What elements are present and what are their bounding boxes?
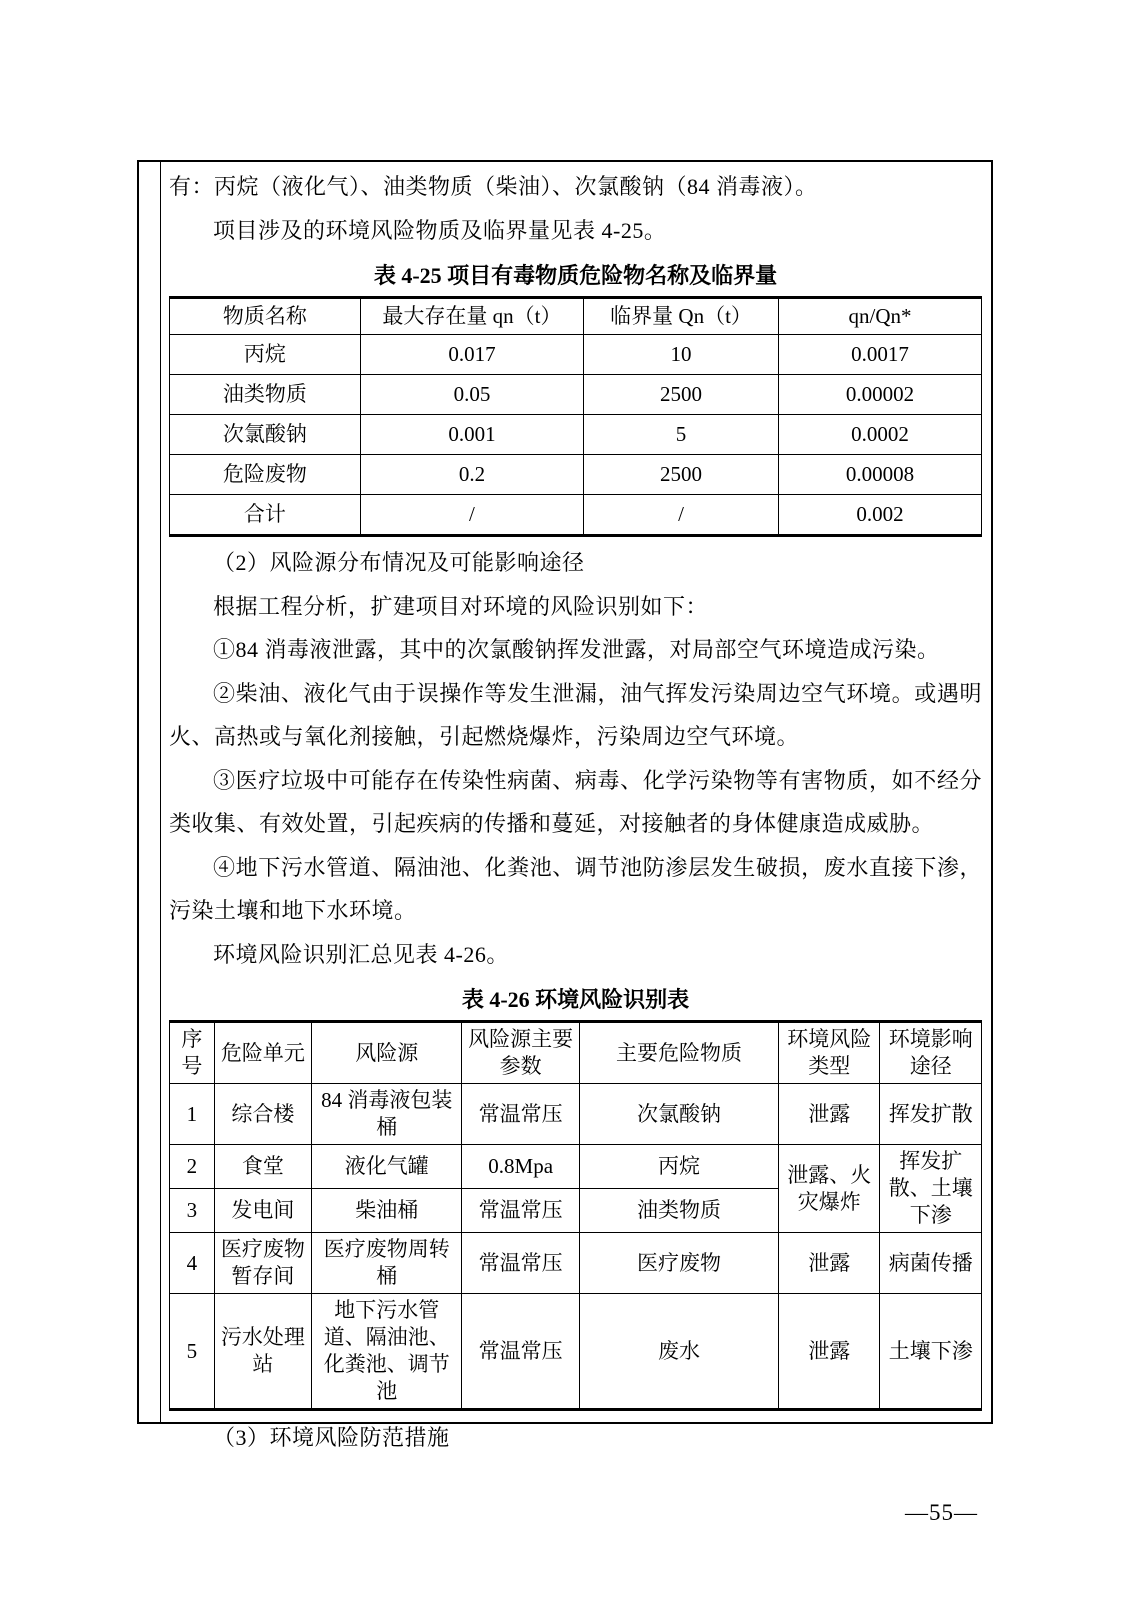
cell: 1 bbox=[170, 1084, 215, 1145]
cell: 丙烷 bbox=[580, 1145, 779, 1189]
cell-merged-risk-type: 泄露、火灾爆炸 bbox=[778, 1145, 880, 1233]
cell: 地下污水管道、隔油池、化粪池、调节池 bbox=[312, 1294, 462, 1410]
cell: 常温常压 bbox=[462, 1189, 580, 1233]
cell: 10 bbox=[584, 335, 779, 375]
cell: 常温常压 bbox=[462, 1233, 580, 1294]
cell-merged-pathway: 挥发扩散、土壤下渗 bbox=[880, 1145, 982, 1233]
header-cell-critical-quantity: 临界量 Qn（t） bbox=[584, 298, 779, 335]
cell: 发电间 bbox=[214, 1189, 311, 1233]
paragraph-risk-2: ②柴油、液化气由于误操作等发生泄漏，油气挥发污染周边空气环境。或遇明火、高热或与氧化剂接触，引起燃烧爆炸，污染周边空气环境。 bbox=[169, 680, 982, 749]
table-row bbox=[170, 375, 982, 415]
paragraph-risk-4: ④地下污水管道、隔油池、化粪池、调节池防渗层发生破损，废水直接下渗，污染土壤和地下水环境。 bbox=[169, 854, 982, 923]
cell: 2500 bbox=[584, 455, 779, 495]
cell: 医疗废物 bbox=[580, 1233, 779, 1294]
cell: 3 bbox=[170, 1189, 215, 1233]
cell: 土壤下渗 bbox=[880, 1294, 982, 1410]
paragraph-table-426-ref: 环境风险识别汇总见表 4-26。 bbox=[213, 941, 509, 967]
header-cell-main-substance: 主要危险物质 bbox=[580, 1022, 779, 1084]
table-row bbox=[170, 415, 982, 455]
paragraph-risk-3: ③医疗垃圾中可能存在传染性病菌、病毒、化学污染物等有害物质，如不经分类收集、有效处置，引起疾病的传播和蔓延，对接触者的身体健康造成威胁。 bbox=[169, 767, 982, 836]
cell: 次氯酸钠 bbox=[170, 415, 361, 455]
header-cell-substance-name: 物质名称 bbox=[170, 298, 361, 335]
cell: / bbox=[584, 495, 779, 536]
content-area bbox=[161, 162, 991, 1450]
paragraph-risk-1: ①84 消毒液泄露，其中的次氯酸钠挥发泄露，对局部空气环境造成污染。 bbox=[213, 637, 940, 662]
paragraph-prevention-heading: （3）环境风险防范措施 bbox=[213, 1425, 450, 1450]
header-cell-risk-type: 环境风险类型 bbox=[778, 1022, 880, 1084]
cell: 泄露 bbox=[778, 1084, 880, 1145]
cell: / bbox=[360, 495, 583, 536]
cell: 污水处理站 bbox=[214, 1294, 311, 1410]
cell: 2500 bbox=[584, 375, 779, 415]
header-cell-max-quantity: 最大存在量 qn（t） bbox=[360, 298, 583, 335]
table-row bbox=[170, 455, 982, 495]
cell: 5 bbox=[584, 415, 779, 455]
cell: 泄露 bbox=[778, 1233, 880, 1294]
intro-paragraph-continued: 有：丙烷（液化气）、油类物质（柴油）、次氯酸钠（84 消毒液）。 bbox=[169, 174, 818, 199]
cell: 油类物质 bbox=[580, 1189, 779, 1233]
table-4-25 bbox=[169, 296, 982, 537]
table-row bbox=[170, 1233, 982, 1294]
cell: 5 bbox=[170, 1294, 215, 1410]
intro-paragraph-table-ref: 项目涉及的环境风险物质及临界量见表 4-25。 bbox=[213, 217, 667, 243]
header-cell-impact-pathway: 环境影响途径 bbox=[880, 1022, 982, 1084]
table-row bbox=[170, 1084, 982, 1145]
header-cell-hazard-unit: 危险单元 bbox=[214, 1022, 311, 1084]
table-4-26-header-row bbox=[170, 1022, 982, 1084]
cell: 柴油桶 bbox=[312, 1189, 462, 1233]
table-row bbox=[170, 1145, 982, 1189]
cell: 0.00008 bbox=[778, 455, 981, 495]
cell: 常温常压 bbox=[462, 1084, 580, 1145]
cell: 0.05 bbox=[360, 375, 583, 415]
cell: 病菌传播 bbox=[880, 1233, 982, 1294]
cell: 0.002 bbox=[778, 495, 981, 536]
cell: 废水 bbox=[580, 1294, 779, 1410]
cell: 0.00002 bbox=[778, 375, 981, 415]
page-number: —55— bbox=[905, 1500, 978, 1525]
cell: 0.8Mpa bbox=[462, 1145, 580, 1189]
cell: 次氯酸钠 bbox=[580, 1084, 779, 1145]
cell: 4 bbox=[170, 1233, 215, 1294]
table-row-total bbox=[170, 495, 982, 536]
table-4-26 bbox=[169, 1020, 982, 1411]
cell: 0.017 bbox=[360, 335, 583, 375]
header-cell-main-params: 风险源主要参数 bbox=[462, 1022, 580, 1084]
cell: 0.001 bbox=[360, 415, 583, 455]
paragraph-risk-distribution-heading: （2）风险源分布情况及可能影响途径 bbox=[213, 550, 585, 575]
header-cell-ratio: qn/Qn* bbox=[778, 298, 981, 335]
table-row bbox=[170, 1294, 982, 1410]
document-frame bbox=[137, 160, 993, 1450]
cell: 0.2 bbox=[360, 455, 583, 495]
cell: 丙烷 bbox=[170, 335, 361, 375]
table-row bbox=[170, 335, 982, 375]
cell: 医疗废物暂存间 bbox=[214, 1233, 311, 1294]
cell: 液化气罐 bbox=[312, 1145, 462, 1189]
cell: 医疗废物周转桶 bbox=[312, 1233, 462, 1294]
cell: 油类物质 bbox=[170, 375, 361, 415]
cell: 常温常压 bbox=[462, 1294, 580, 1410]
table-4-25-title: 表 4-25 项目有毒物质危险物名称及临界量 bbox=[373, 263, 778, 288]
paragraph-analysis-intro: 根据工程分析，扩建项目对环境的风险识别如下： bbox=[213, 593, 709, 619]
table-4-25-header-row bbox=[170, 298, 982, 335]
table-4-26-title: 表 4-26 环境风险识别表 bbox=[461, 987, 690, 1012]
cell: 0.0017 bbox=[778, 335, 981, 375]
header-cell-risk-source: 风险源 bbox=[312, 1022, 462, 1084]
cell: 挥发扩散 bbox=[880, 1084, 982, 1145]
frame-gutter-column bbox=[139, 162, 161, 1422]
cell: 危险废物 bbox=[170, 455, 361, 495]
cell: 综合楼 bbox=[214, 1084, 311, 1145]
cell: 合计 bbox=[170, 495, 361, 536]
cell: 2 bbox=[170, 1145, 215, 1189]
cell: 食堂 bbox=[214, 1145, 311, 1189]
cell: 0.0002 bbox=[778, 415, 981, 455]
header-cell-index: 序号 bbox=[170, 1022, 215, 1084]
cell: 泄露 bbox=[778, 1294, 880, 1410]
cell: 84 消毒液包装桶 bbox=[312, 1084, 462, 1145]
